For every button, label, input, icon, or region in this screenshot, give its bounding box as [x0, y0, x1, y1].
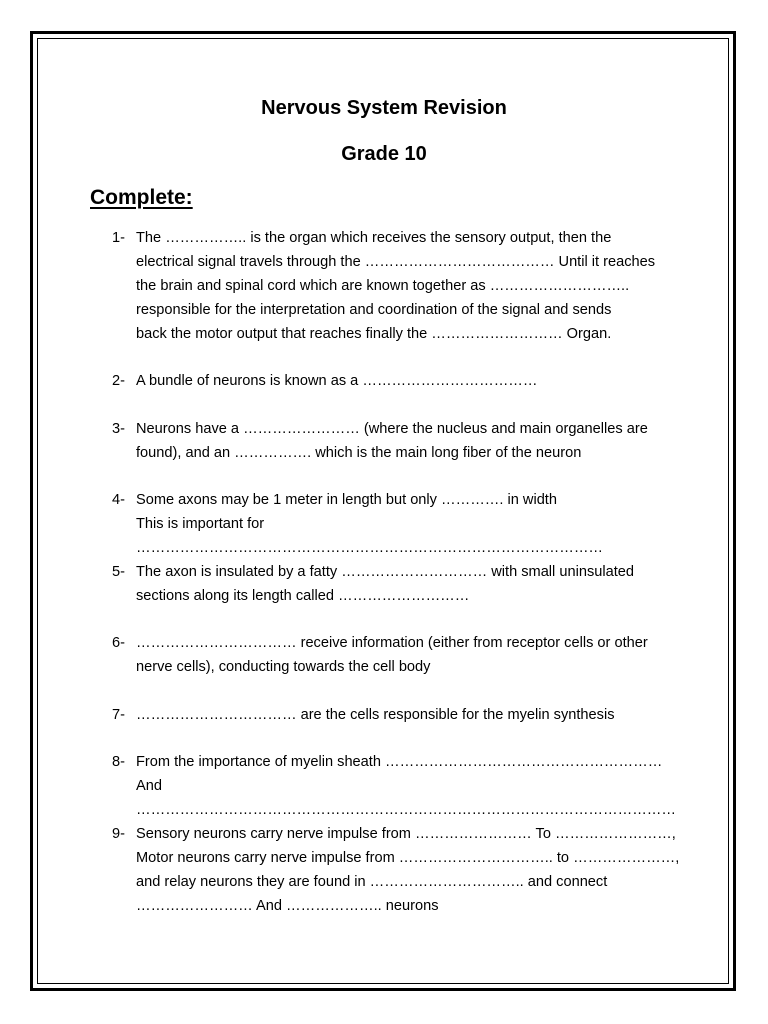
- page-title: Nervous System Revision: [261, 97, 507, 119]
- question-text: From the importance of myelin sheath ………………………………………………… And …………………………………………………………………………………………………: [136, 754, 676, 818]
- question-text: Neurons have a …………………… (where the nucleus and main organelles are found), and an ……………. which is the main long fiber of the neuron: [136, 421, 648, 461]
- question-text: The axon is insulated by a fatty ………………………… with small uninsulated sections along its length called ………………………: [136, 564, 634, 604]
- question-text: Some axons may be 1 meter in length but only …………. in width This is important for ……………………………………………………………………………………: [136, 492, 603, 556]
- question-text: …………………………… receive information (either from receptor cells or other nerve cells), conducting towards the cell body: [136, 635, 648, 675]
- question-number: 3-: [112, 421, 125, 437]
- question-number: 2-: [112, 373, 125, 389]
- question-number: 6-: [112, 635, 125, 651]
- question-text: Sensory neurons carry nerve impulse from …………………… To ……………………, Motor neurons carry nerve impulse from ………………………….. to …………………, and relay neurons they are found in ………………………….. and connect …………………… And ……………….. neurons: [136, 826, 680, 914]
- question-text: …………………………… are the cells responsible for the myelin synthesis: [136, 707, 615, 723]
- question-number: 9-: [112, 826, 125, 842]
- question-number: 7-: [112, 707, 125, 723]
- page-subtitle: Grade 10: [341, 143, 427, 165]
- question-number: 8-: [112, 754, 125, 770]
- question-number: 1-: [112, 230, 125, 246]
- question-number: 5-: [112, 564, 125, 580]
- question-number: 4-: [112, 492, 125, 508]
- question-text: The …………….. is the organ which receives the sensory output, then the electrical signal travels through the ………………………………… Until it reaches the brain and spinal cord which are known together as ……………………….. responsible for the interpretation and coordination of the signal and sends back the motor output that reaches finally the ……………………… Organ.: [136, 230, 656, 342]
- question-text: A bundle of neurons is known as a ………………………………: [136, 373, 538, 389]
- section-heading: Complete:: [90, 186, 193, 209]
